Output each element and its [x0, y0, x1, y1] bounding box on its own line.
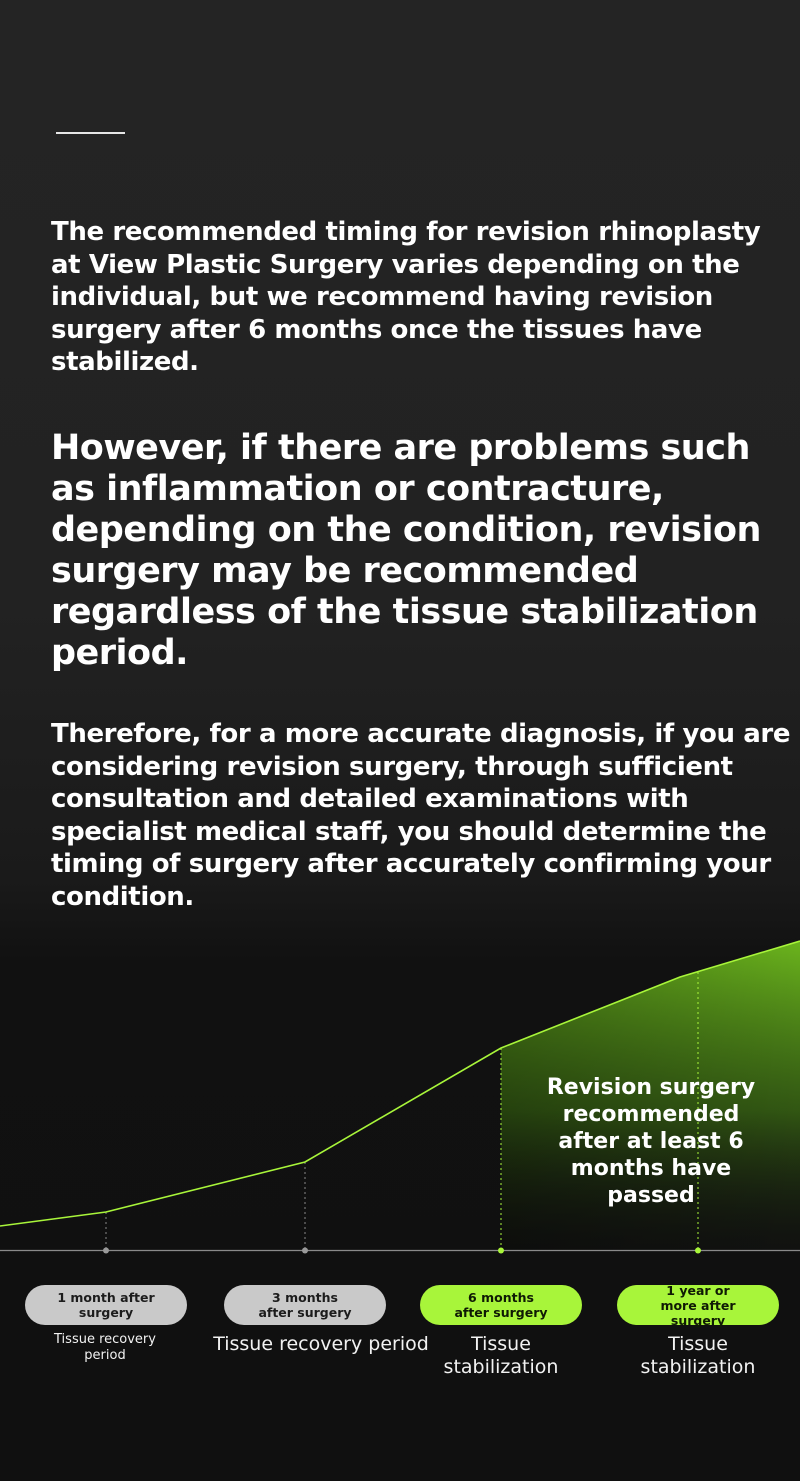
milestone-3-months-badge	[224, 1285, 386, 1325]
milestone-1-year-badge	[617, 1282, 779, 1328]
revision-recommendation-callout: Revision surgery recommended after at least 6 months have passed	[546, 1075, 756, 1208]
milestone-6-months-caption: Tissue stabilization	[443, 1333, 559, 1378]
milestone-label: 3 months after surgery	[258, 1290, 352, 1320]
milestone-label: 6 months after surgery	[454, 1290, 548, 1320]
milestone-1-month-caption: Tissue recovery period	[54, 1332, 156, 1363]
intro-paragraph-exceptions: However, if there are problems such as inflammation or contracture, depending on the condition, revision surgery may be recommended regardless of the tissue stabilization period.	[51, 428, 761, 673]
milestone-label: 1 year or more after surgery	[660, 1282, 736, 1328]
milestone-1-month-badge	[25, 1285, 187, 1325]
marker-6-months	[498, 1248, 504, 1254]
milestone-1-year-caption: Tissue stabilization	[640, 1333, 756, 1378]
intro-paragraph-diagnosis: Therefore, for a more accurate diagnosis, if you are considering revision surgery, through sufficient consultation and detailed examinations with specialist medical staff, you should determine the timing of surgery after accurately confirming your condition.	[51, 719, 791, 912]
intro-paragraph-timing: The recommended timing for revision rhinoplasty at View Plastic Surgery varies depending on the individual, but we recommend having revision surgery after 6 months once the tissues have stabilized.	[51, 217, 761, 377]
marker-1-month	[103, 1248, 109, 1254]
milestone-label: 1 month after surgery	[57, 1290, 155, 1320]
milestone-3-months-caption: Tissue recovery period	[213, 1333, 429, 1355]
marker-3-months	[302, 1248, 308, 1254]
marker-1-year	[695, 1248, 701, 1254]
milestone-6-months-badge	[420, 1285, 582, 1325]
